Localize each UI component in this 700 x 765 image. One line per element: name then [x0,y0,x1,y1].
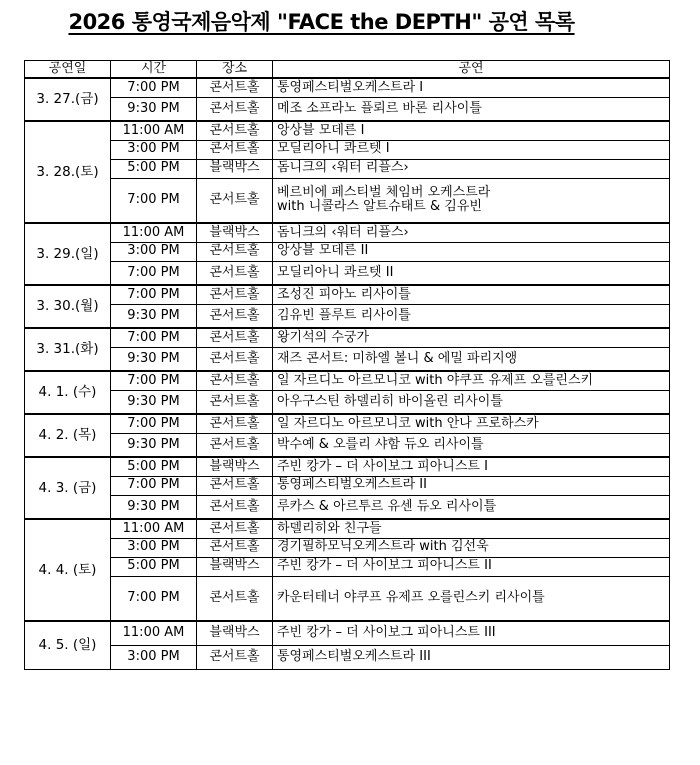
time-cell: 7:00 PM [111,576,197,621]
venue-cell: 콘서트홀 [197,347,273,371]
time-cell: 7:00 PM [111,328,197,347]
time-cell: 11:00 AM [111,121,197,140]
table-row [25,645,670,669]
performance-cell: 루카스 & 아르투르 유센 듀오 리사이틀 [273,495,670,519]
performance-cell: 돔니크의 ‹워터 리플스› [273,159,670,178]
venue-cell: 콘서트홀 [197,433,273,457]
venue-cell: 콘서트홀 [197,121,273,140]
header-row [25,61,670,79]
table-row [25,97,670,121]
table-row [25,242,670,261]
time-cell: 7:00 PM [111,78,197,97]
venue-cell: 콘서트홀 [197,645,273,669]
time-cell: 5:00 PM [111,557,197,576]
venue-cell: 콘서트홀 [197,304,273,328]
date-cell: 3. 30.(월) [25,285,111,328]
performance-cell: 통영페스티벌오케스트라 II [273,476,670,495]
table-row [25,557,670,576]
table-row [25,433,670,457]
date-cell: 3. 27.(금) [25,78,111,121]
time-cell: 7:00 PM [111,178,197,223]
time-cell: 9:30 PM [111,390,197,414]
time-cell: 3:00 PM [111,242,197,261]
schedule-table [24,60,670,670]
header-venue: 장소 [197,61,273,79]
performance-cell: 돔니크의 ‹워터 리플스› [273,223,670,242]
performance-cell: 김유빈 플루트 리사이틀 [273,304,670,328]
performance-cell: 카운터테너 야쿠프 유제프 오를린스키 리사이틀 [273,576,670,621]
time-cell: 9:30 PM [111,495,197,519]
venue-cell: 콘서트홀 [197,414,273,433]
performance-subtitle: with 니콜라스 알트슈태트 & 김유빈 [277,199,482,215]
venue-cell: 콘서트홀 [197,261,273,285]
table-row [25,328,670,347]
table-row [25,78,670,97]
venue-cell: 콘서트홀 [197,390,273,414]
table-row [25,121,670,140]
date-cell: 3. 29.(일) [25,223,111,285]
performance-cell: 아우구스틴 하델리히 바이올린 리사이틀 [273,390,670,414]
time-cell: 11:00 AM [111,519,197,538]
venue-cell: 블랙박스 [197,223,273,242]
performance-cell: 앙상블 모데른 II [273,242,670,261]
date-cell: 4. 2. (목) [25,414,111,457]
table-row [25,223,670,242]
time-cell: 3:00 PM [111,645,197,669]
venue-cell: 콘서트홀 [197,371,273,390]
performance-cell: 일 자르디노 아르모니코 with 야쿠프 유제프 오를린스키 [273,371,670,390]
table-row [25,159,670,178]
venue-cell: 블랙박스 [197,457,273,476]
time-cell: 7:00 PM [111,285,197,304]
performance-cell: 재즈 콘서트: 미하엘 볼니 & 에밀 파리지앵 [273,347,670,371]
table-row [25,178,670,223]
venue-cell: 콘서트홀 [197,97,273,121]
date-cell: 3. 28.(토) [25,121,111,223]
venue-cell: 콘서트홀 [197,519,273,538]
performance-cell: 메조 소프라노 플뢰르 바론 리사이틀 [273,97,670,121]
time-cell: 3:00 PM [111,538,197,557]
table-row [25,576,670,621]
performance-cell [273,178,670,223]
date-cell: 3. 31.(화) [25,328,111,371]
performance-title: 베르비에 페스티벌 체임버 오케스트라 [277,184,491,200]
performance-cell: 왕기석의 수궁가 [273,328,670,347]
time-cell: 3:00 PM [111,140,197,159]
time-cell: 11:00 AM [111,223,197,242]
table-row [25,304,670,328]
venue-cell: 블랙박스 [197,557,273,576]
venue-cell: 콘서트홀 [197,576,273,621]
performance-cell: 주빈 캉가 – 더 사이보그 피아니스트 III [273,621,670,645]
performance-cell: 모딜리아니 콰르텟 II [273,261,670,285]
venue-cell: 콘서트홀 [197,538,273,557]
table-row [25,621,670,645]
table-row [25,347,670,371]
performance-cell: 하델리히와 친구들 [273,519,670,538]
time-cell: 5:00 PM [111,457,197,476]
venue-cell: 콘서트홀 [197,140,273,159]
venue-cell: 콘서트홀 [197,328,273,347]
table-row [25,538,670,557]
time-cell: 9:30 PM [111,97,197,121]
header-time: 시간 [111,61,197,79]
time-cell: 7:00 PM [111,261,197,285]
time-cell: 7:00 PM [111,476,197,495]
time-cell: 9:30 PM [111,347,197,371]
table-row [25,414,670,433]
table-row [25,457,670,476]
page-title: 2026 통영국제음악제 "FACE the DEPTH" 공연 목록 [68,10,575,34]
performance-cell: 모딜리아니 콰르텟 I [273,140,670,159]
time-cell: 7:00 PM [111,414,197,433]
table-row [25,261,670,285]
header-date: 공연일 [25,61,111,79]
table-row [25,371,670,390]
time-cell: 11:00 AM [111,621,197,645]
venue-cell: 콘서트홀 [197,242,273,261]
time-cell: 9:30 PM [111,304,197,328]
performance-cell: 통영페스티벌오케스트라 III [273,645,670,669]
table-row [25,519,670,538]
performance-cell: 통영페스티벌오케스트라 I [273,78,670,97]
date-cell: 4. 3. (금) [25,457,111,519]
venue-cell: 콘서트홀 [197,78,273,97]
performance-cell: 조성진 피아노 리사이틀 [273,285,670,304]
table-row [25,390,670,414]
venue-cell: 콘서트홀 [197,495,273,519]
header-performance: 공연 [273,61,670,79]
venue-cell: 콘서트홀 [197,285,273,304]
performance-cell: 주빈 캉가 – 더 사이보그 피아니스트 II [273,557,670,576]
schedule-body [25,78,670,669]
venue-cell: 콘서트홀 [197,178,273,223]
performance-cell: 일 자르디노 아르모니코 with 안나 프로하스카 [273,414,670,433]
venue-cell: 콘서트홀 [197,476,273,495]
date-cell: 4. 1. (수) [25,371,111,414]
table-row [25,495,670,519]
performance-cell: 주빈 캉가 – 더 사이보그 피아니스트 I [273,457,670,476]
performance-cell: 경기필하모닉오케스트라 with 김선욱 [273,538,670,557]
time-cell: 5:00 PM [111,159,197,178]
time-cell: 7:00 PM [111,371,197,390]
performance-cell: 앙상블 모데른 I [273,121,670,140]
time-cell: 9:30 PM [111,433,197,457]
venue-cell: 블랙박스 [197,159,273,178]
performance-cell: 박수예 & 오를리 샤함 듀오 리사이틀 [273,433,670,457]
table-row [25,476,670,495]
table-row [25,285,670,304]
date-cell: 4. 4. (토) [25,519,111,621]
table-row [25,140,670,159]
date-cell: 4. 5. (일) [25,621,111,669]
venue-cell: 블랙박스 [197,621,273,645]
